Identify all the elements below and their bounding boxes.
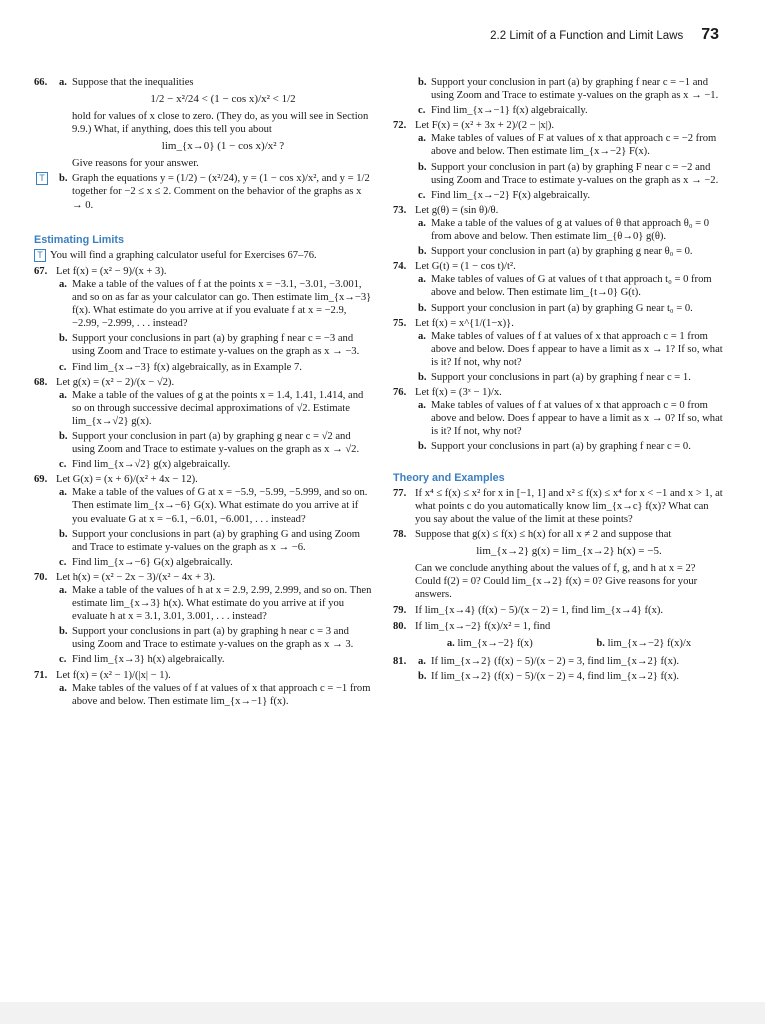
exercise-79	[393, 604, 723, 617]
exercise-number: 73.	[393, 204, 407, 216]
exercise-number: 80.	[393, 621, 407, 633]
estimating-limits-heading: Estimating Limits	[34, 233, 124, 246]
exercise-81-part-b	[415, 670, 723, 683]
exercise-stem: Suppose that g(x) ≤ f(x) ≤ h(x) for all x ≠ 2 and suppose that	[415, 528, 672, 540]
part-label: a.	[418, 133, 426, 145]
exercise-stem: If lim_{x→4} (f(x) − 5)/(x − 2) = 1, find lim_{x→4} f(x).	[415, 605, 664, 617]
technology-badge-icon: T	[36, 172, 48, 185]
exercise-72-part-b	[415, 161, 723, 187]
part-text: Make tables of values of f at values of x that approach c = 0 from above and below. Does f appear to have a limit as x → 0? If so, what is it? If not, why not?	[431, 400, 723, 438]
part-label: c.	[59, 361, 67, 373]
exercise-stem: Let G(t) = (1 − cos t)/t².	[415, 261, 516, 273]
exercise-74-part-b	[415, 302, 723, 315]
exercise-number: 69.	[34, 474, 48, 486]
exercise-stem: Let f(x) = (x² − 1)/(|x| − 1).	[56, 669, 171, 681]
exercise-72-part-c	[415, 189, 723, 202]
part-text: Make a table of the values of g at the points x = 1.4, 1.41, 1.414, and so on through successive decimal approximations of √2. Estimate lim_{x→√2} g(x).	[72, 389, 364, 427]
part-text: Make tables of values of G at values of t that approach t₀ = 0 from above and below. Then estimate lim_{t→0} G(t).	[431, 274, 712, 299]
part-text: Make tables of values of F at values of x that approach c = −2 from above and below. Then estimate lim_{x→−2} F(x).	[431, 133, 717, 158]
exercise-76-part-b	[415, 440, 723, 453]
exercise-80	[393, 620, 723, 650]
exercise-66-part-a	[56, 76, 374, 170]
note-text: You will find a graphing calculator useful for Exercises 67–76.	[50, 249, 317, 261]
exercise-68-part-a	[56, 389, 374, 428]
part-text: Support your conclusions in part (a) by graphing f near c = 0.	[431, 441, 691, 453]
exercise-75	[393, 317, 723, 384]
exercise-69	[34, 473, 374, 569]
part-text: Make a table of the values of G at x = −5.9, −5.99, −5.999, and so on. Then estimate lim_{x→−6} G(x). What estimate do you arrive at if you evaluate G at x = −6.1, −6.01, −6.001, . . . instead?	[72, 487, 368, 525]
part-label: c.	[418, 189, 426, 201]
exercise-66	[34, 76, 374, 212]
part-text: Make a table of the values of g at values of θ that approach θ₀ = 0 from above and below. Then estimate lim_{θ→0} g(θ).	[431, 217, 710, 243]
part-text: Support your conclusion in part (a) by graphing G near t₀ = 0.	[431, 302, 693, 314]
exercise-75-part-a	[415, 330, 723, 369]
part-text: Support your conclusions in part (a) by graphing f near c = −3 and using Zoom and Trace to estimate y-values on the graph as x → −3.	[72, 333, 360, 358]
exercise-66-part-b	[39, 172, 374, 211]
exercise-68	[34, 376, 374, 472]
part-text: Make tables of the values of f at values of x that approach c = −1 from above and below. Then estimate lim_{x→−1} f(x).	[72, 682, 371, 707]
exercise-71-part-b	[415, 76, 723, 102]
exercise-number: 76.	[393, 387, 407, 399]
page-number: 73	[701, 26, 719, 43]
exercise-78	[393, 528, 723, 601]
exercise-stem: Let h(x) = (x² − 2x − 3)/(x² − 4x + 3).	[56, 571, 216, 583]
exercise-77	[393, 487, 723, 526]
part-text: Find lim_{x→−3} f(x) algebraically, as in Example 7.	[72, 361, 302, 373]
left-column	[34, 76, 374, 710]
part-label: a.	[446, 638, 455, 650]
exercise-71-part-c	[415, 104, 723, 117]
part-label: b.	[418, 670, 427, 682]
exercise-number: 77.	[393, 487, 407, 499]
part-label: c.	[59, 459, 67, 471]
part-label: b.	[418, 246, 427, 258]
part-label: b.	[59, 333, 68, 345]
part-label: b.	[596, 638, 605, 650]
right-column	[393, 76, 723, 686]
exercise-stem: Let f(x) = (3ˣ − 1)/x.	[415, 387, 502, 399]
exercise-text: Can we conclude anything about the values of f, g, and h at x = 2? Could f(2) = 0? Could lim_{x→2} f(x) = 0? Give reasons for your answers.	[415, 563, 698, 601]
exercise-number: 71.	[34, 669, 48, 681]
part-label: b.	[59, 626, 68, 638]
exercise-69-part-a	[56, 486, 374, 525]
exercise-number: 66.	[34, 77, 48, 88]
part-label: b.	[59, 430, 68, 442]
part-label: a.	[59, 278, 67, 290]
part-text: Suppose that the inequalities	[72, 77, 194, 88]
exercise-68-part-b	[56, 430, 374, 456]
exercise-67-part-b	[56, 332, 374, 358]
exercise-number: 70.	[34, 571, 48, 583]
exercise-number: 79.	[393, 605, 407, 617]
exercise-stem: If x⁴ ≤ f(x) ≤ x² for x in [−1, 1] and x² ≤ f(x) ≤ x⁴ for x < −1 and x > 1, at what points c do you automatically know lim_{x→c} f(x)? What can you say about the value of the limit at these points?	[415, 487, 723, 525]
exercise-80-part-a	[447, 637, 533, 650]
exercise-stem: Let g(x) = (x² − 2)/(x − √2).	[56, 376, 175, 388]
exercise-74-part-a	[415, 273, 723, 299]
part-text: Support your conclusions in part (a) by graphing G and using Zoom and Trace to estimate y-values on the graph as x → −6.	[72, 528, 361, 553]
exercise-72-part-a	[415, 132, 723, 158]
exercise-number: 81.	[393, 655, 407, 667]
exercise-81	[393, 655, 723, 683]
part-text: If lim_{x→2} (f(x) − 5)/(x − 2) = 4, find lim_{x→2} f(x).	[431, 670, 680, 682]
part-text: Support your conclusion in part (a) by graphing f near c = −1 and using Zoom and Trace to estimate y-values on the graph as x → −1.	[431, 77, 719, 102]
exercise-71	[34, 669, 374, 708]
exercise-80-part-b	[596, 637, 691, 650]
theory-examples-heading: Theory and Examples	[393, 471, 505, 484]
part-label: b.	[418, 302, 427, 314]
exercise-number: 74.	[393, 261, 407, 273]
exercise-70	[34, 571, 374, 667]
exercise-67-part-a	[56, 278, 374, 330]
part-label: a.	[59, 389, 67, 401]
limit-display: lim_{x→0} (1 − cos x)/x² ?	[161, 140, 285, 153]
part-text: Make a table of the values of h at x = 2.9, 2.99, 2.999, and so on. Then estimate lim_{x→3} h(x). What estimate do you arrive at if you evaluate h at x = 3.1, 3.01, 3.001, . . . instead?	[72, 585, 372, 623]
section-title: 2.2 Limit of a Function and Limit Laws	[490, 30, 684, 42]
part-label: b.	[418, 371, 427, 383]
technology-badge-icon: T	[34, 249, 46, 262]
exercise-stem: Let f(x) = x^{1/(1−x)}.	[415, 317, 514, 329]
part-label: b.	[418, 441, 427, 453]
exercise-81-part-a	[415, 655, 723, 668]
exercise-73-part-a	[415, 217, 723, 243]
part-label: a.	[418, 274, 426, 286]
exercise-stem: If lim_{x→−2} f(x)/x² = 1, find	[415, 621, 551, 633]
inequality-display: 1/2 − x²/24 < (1 − cos x)/x² < 1/2	[150, 93, 296, 106]
part-text: Graph the equations y = (1/2) − (x²/24), y = (1 − cos x)/x², and y = 1/2 together for −2 ≤ x ≤ 2. Comment on the behavior of the graphs as x → 0.	[72, 173, 370, 211]
part-text: Give reasons for your answer.	[72, 158, 199, 170]
exercise-stem: Let g(θ) = (sin θ)/θ.	[415, 204, 499, 216]
limit-display: lim_{x→2} g(x) = lim_{x→2} h(x) = −5.	[476, 545, 662, 557]
part-text: lim_{x→−2} f(x)	[457, 638, 533, 650]
part-text: Support your conclusions in part (a) by graphing h near c = 3 and using Zoom and Trace to estimate y-values on the graph as x → 3.	[72, 626, 354, 651]
exercise-stem: Let f(x) = (x² − 9)/(x + 3).	[56, 265, 167, 277]
part-label: c.	[59, 556, 67, 568]
exercise-76-part-a	[415, 399, 723, 438]
part-text: Make tables of values of f at values of x that approach c = 1 from above and below. Does f appear to have a limit as x → 1? If so, what is it? If not, why not?	[431, 330, 723, 368]
exercise-67	[34, 265, 374, 374]
exercise-76	[393, 386, 723, 453]
part-label: c.	[418, 105, 426, 117]
part-text: Find lim_{x→√2} g(x) algebraically.	[72, 459, 231, 471]
part-label: b.	[418, 161, 427, 173]
exercise-69-part-c	[56, 556, 374, 569]
exercise-67-part-c	[56, 361, 374, 374]
exercise-stem: Let G(x) = (x + 6)/(x² + 4x − 12).	[56, 474, 198, 486]
part-label: a.	[418, 400, 426, 412]
page-footer-margin	[0, 1002, 765, 1024]
exercise-number: 68.	[34, 376, 48, 388]
part-label: b.	[418, 77, 427, 88]
part-text: Support your conclusion in part (a) by graphing g near c = √2 and using Zoom and Trace to estimate y-values on the graph as x → √2.	[72, 430, 360, 456]
part-text: Find lim_{x→3} h(x) algebraically.	[72, 654, 225, 666]
part-label: a.	[59, 77, 67, 88]
part-text: If lim_{x→2} (f(x) − 5)/(x − 2) = 3, find lim_{x→2} f(x).	[431, 655, 680, 667]
exercise-73	[393, 204, 723, 258]
estimating-note	[34, 249, 374, 262]
part-label: a.	[418, 217, 426, 229]
part-label: a.	[59, 487, 67, 499]
part-text: lim_{x→−2} f(x)/x	[607, 638, 692, 650]
part-label: b.	[59, 173, 68, 185]
part-label: a.	[59, 585, 67, 596]
exercise-69-part-b	[56, 528, 374, 554]
part-text: Support your conclusion in part (a) by graphing g near θ₀ = 0.	[431, 246, 693, 258]
exercise-75-part-b	[415, 371, 723, 384]
exercise-80-parts	[415, 637, 723, 650]
exercise-71-part-a	[56, 682, 374, 708]
exercise-number: 75.	[393, 317, 407, 329]
exercise-number: 72.	[393, 120, 407, 132]
exercise-72	[393, 119, 723, 202]
part-text: hold for values of x close to zero. (They do, as you will see in Section 9.9.) What, if anything, does this tell you about	[72, 111, 369, 136]
part-label: b.	[59, 528, 68, 540]
part-text: Support your conclusions in part (a) by graphing f near c = 1.	[431, 371, 691, 383]
exercise-number: 67.	[34, 265, 48, 277]
exercise-70-part-c	[56, 653, 374, 666]
part-text: Find lim_{x→−1} f(x) algebraically.	[431, 105, 588, 117]
part-label: a.	[59, 682, 67, 694]
exercise-70-part-b	[56, 625, 374, 651]
part-text: Find lim_{x→−6} G(x) algebraically.	[72, 556, 233, 568]
part-label: a.	[418, 330, 426, 342]
exercise-73-part-b	[415, 245, 723, 258]
exercise-stem: Let F(x) = (x² + 3x + 2)/(2 − |x|).	[415, 120, 554, 132]
part-text: Make a table of the values of f at the points x = −3.1, −3.01, −3.001, and so on as far as your calculator can go. Then estimate lim_{x→−3} f(x). What estimate do you arrive at if you evaluate f at x = −2.9, −2.99, −2.999, . . . instead?	[72, 278, 372, 330]
exercise-71-continued	[393, 76, 723, 117]
part-text: Support your conclusion in part (a) by graphing F near c = −2 and using Zoom and Trace to estimate y-values on the graph as x → −2.	[431, 161, 719, 186]
exercise-74	[393, 260, 723, 314]
part-text: Find lim_{x→−2} F(x) algebraically.	[431, 189, 591, 201]
part-label: c.	[59, 654, 67, 666]
exercise-68-part-c	[56, 458, 374, 471]
exercise-number: 78.	[393, 528, 407, 540]
page-header	[490, 26, 719, 44]
exercise-70-part-a	[56, 584, 374, 623]
part-label: a.	[418, 655, 426, 667]
